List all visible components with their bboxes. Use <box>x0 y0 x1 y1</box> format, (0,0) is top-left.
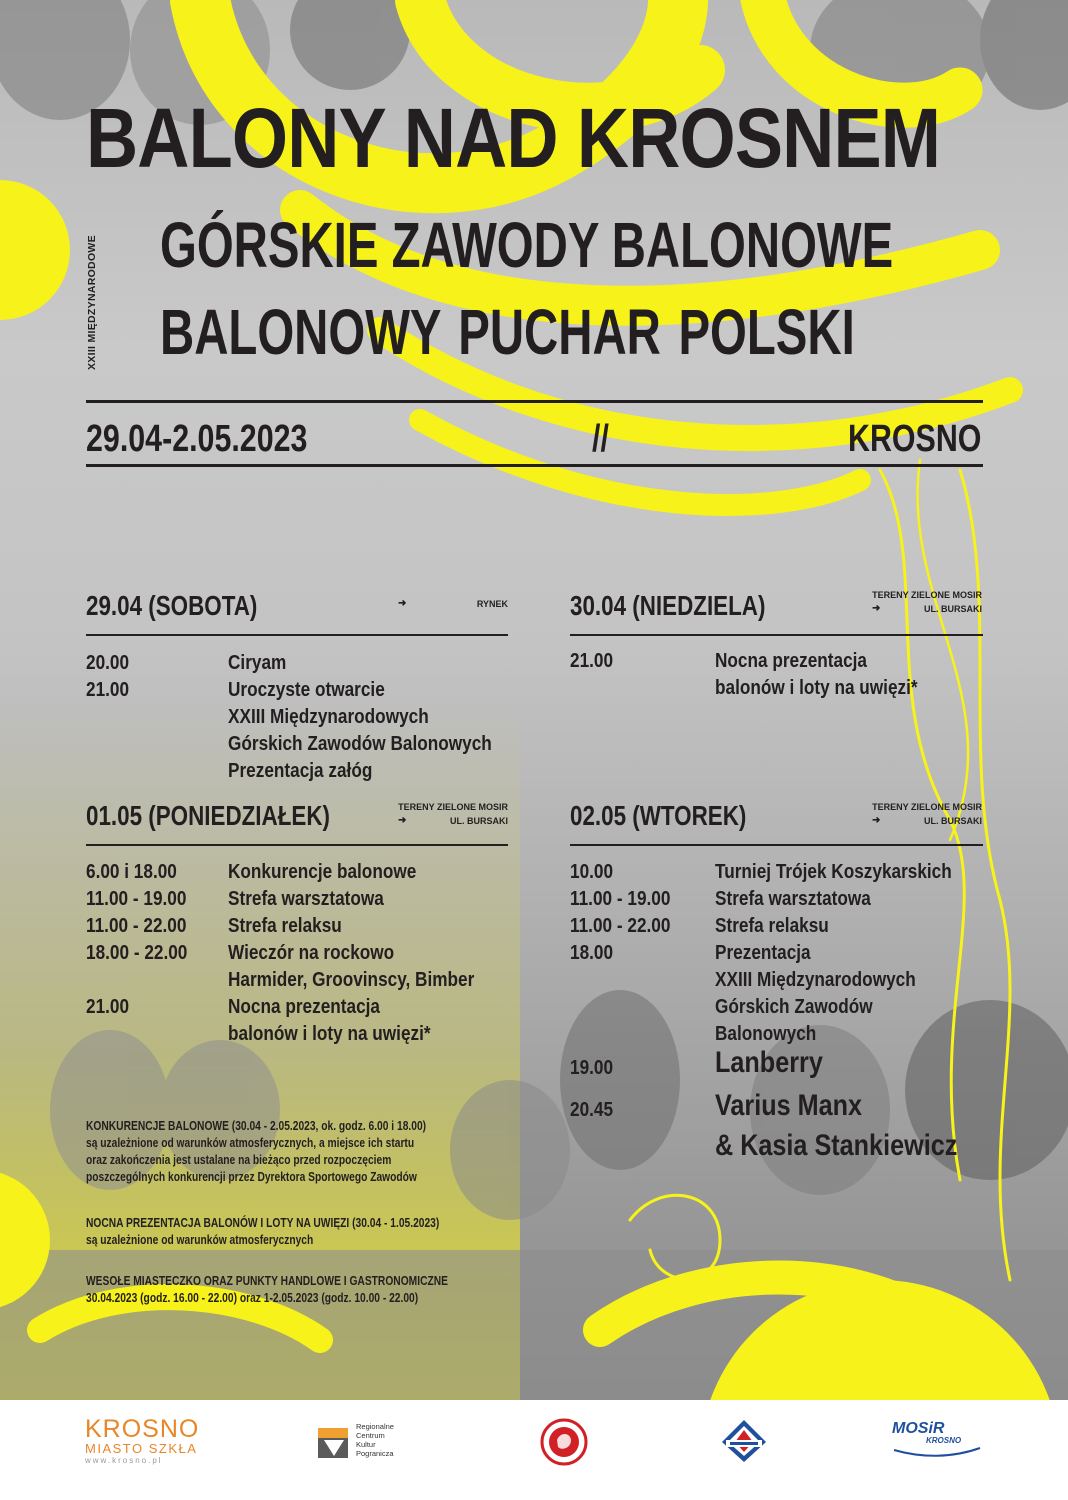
event-text: Turniej Trójek Koszykarskich <box>715 861 952 883</box>
day-heading-wtorek: 02.05 (WTOREK) <box>570 800 747 831</box>
arrow-icon: ➜ <box>398 815 407 826</box>
note-line: 30.04.2023 (godz. 16.00 - 22.00) oraz 1-2.05.2023 (godz. 10.00 - 22.00) <box>86 1291 419 1305</box>
time: 18.00 <box>570 942 614 964</box>
time: 20.45 <box>570 1099 614 1121</box>
krosno-logo[interactable] <box>85 1416 199 1466</box>
krosno-tagline: MIASTO SZKŁA <box>85 1441 198 1456</box>
event-text: Ciryam <box>228 652 287 674</box>
divider-bottom <box>86 464 983 467</box>
arrow-icon: ➜ <box>398 598 407 609</box>
rckp-logo-icon <box>318 1428 348 1458</box>
event-text: Górskich Zawodów Balonowych <box>228 733 492 755</box>
time: 11.00 - 19.00 <box>86 888 187 910</box>
venue-line-2: UL. BURSAKI <box>924 816 982 826</box>
event-text: Harmider, Groovinscy, Bimber <box>228 969 475 991</box>
event-text: Strefa relaksu <box>715 915 829 937</box>
event-text: balonów i loty na uwięzi* <box>715 677 918 699</box>
divider-top <box>86 400 983 403</box>
event-text: Nocna prezentacja <box>715 650 867 672</box>
arrow-icon: ➜ <box>872 815 881 826</box>
divider <box>570 634 983 636</box>
venue-line-1: TERENY ZIELONE MOSIR <box>398 802 508 812</box>
event-text: Strefa warsztatowa <box>228 888 384 910</box>
venue-line-1: TERENY ZIELONE MOSIR <box>872 802 982 812</box>
event-text: XXIII Międzynarodowych <box>228 706 429 728</box>
mosir-logo[interactable] <box>892 1420 982 1463</box>
note-line: WESOŁE MIASTECZKO ORAZ PUNKTY HANDLOWE I GASTRONOMICZNE <box>86 1274 448 1288</box>
event-text: Strefa warsztatowa <box>715 888 871 910</box>
divider <box>86 844 508 846</box>
krosno-logo-text: KROSNO <box>85 1415 200 1443</box>
time: 18.00 - 22.00 <box>86 942 188 964</box>
event-text: Wieczór na rockowo <box>228 942 395 964</box>
emblem-icon <box>540 1418 588 1466</box>
time: 11.00 - 22.00 <box>86 915 187 937</box>
note-line: poszczególnych konkurencji przez Dyrektora Sportowego Zawodów <box>86 1170 417 1184</box>
note-line: KONKURENCJE BALONOWE (30.04 - 2.05.2023, ok. godz. 6.00 i 18.00) <box>86 1119 427 1133</box>
venue-line-2: UL. BURSAKI <box>924 604 982 614</box>
partner-footer <box>0 1400 1068 1500</box>
event-text: Balonowych <box>715 1023 817 1045</box>
divider <box>570 844 983 846</box>
time: 21.00 <box>86 996 130 1018</box>
event-text: Prezentacja załóg <box>228 760 373 782</box>
aeroclub-logo[interactable] <box>720 1418 768 1469</box>
subtitle-2: BALONOWY PUCHAR POLSKI <box>160 296 855 368</box>
concert-artist: Lanberry <box>715 1046 823 1079</box>
concert-artist: Varius Manx <box>715 1089 863 1122</box>
time: 20.00 <box>86 652 130 674</box>
event-text: Konkurencje balonowe <box>228 861 417 883</box>
time: 21.00 <box>86 679 130 701</box>
rckp-line: Kultur <box>356 1440 376 1449</box>
time: 11.00 - 19.00 <box>570 888 671 910</box>
time: 21.00 <box>570 650 614 672</box>
event-text: Strefa relaksu <box>228 915 342 937</box>
time: 6.00 i 18.00 <box>86 861 177 883</box>
note-line: są uzależnione od warunków atmosferycznych <box>86 1233 314 1247</box>
mosir-sub: KROSNO <box>926 1436 962 1445</box>
mosir-text: MOSiR <box>892 1420 945 1437</box>
event-text: Górskich Zawodów <box>715 996 873 1018</box>
vertical-label: XXIII MIĘDZYNARODOWE <box>86 235 98 370</box>
day-heading-poniedzialek: 01.05 (PONIEDZIAŁEK) <box>86 800 330 831</box>
day-heading-niedziela: 30.04 (NIEDZIELA) <box>570 590 766 621</box>
rckp-line: Pogranicza <box>356 1449 394 1458</box>
event-text: balonów i loty na uwięzi* <box>228 1023 431 1045</box>
day-heading-sobota: 29.04 (SOBOTA) <box>86 590 258 621</box>
concert-artist: & Kasia Stankiewicz <box>715 1129 958 1162</box>
venue-rynek: RYNEK <box>476 599 508 609</box>
event-text: Prezentacja <box>715 942 811 964</box>
event-text: Uroczyste otwarcie <box>228 679 385 701</box>
krosno-url: www.krosno.pl <box>85 1456 163 1465</box>
divider <box>86 634 508 636</box>
event-dates: 29.04-2.05.2023 <box>86 418 308 460</box>
note-line: NOCNA PREZENTACJA BALONÓW I LOTY NA UWIĘZI (30.04 - 1.05.2023) <box>86 1216 440 1230</box>
mosir-swoosh-icon <box>892 1446 982 1458</box>
venue-line-2: UL. BURSAKI <box>450 816 508 826</box>
time: 19.00 <box>570 1057 614 1079</box>
event-city: KROSNO <box>848 418 982 460</box>
separator: // <box>592 418 609 460</box>
event-text: XXIII Międzynarodowych <box>715 969 916 991</box>
subtitle-1: GÓRSKIE ZAWODY BALONOWE <box>160 209 894 281</box>
krosno-emblem-logo[interactable] <box>540 1418 588 1471</box>
aeroclub-icon <box>720 1418 768 1464</box>
note-line: oraz zakończenia jest ustalane na bieżąco przed rozpoczęciem <box>86 1153 392 1167</box>
rckp-line: Regionalne <box>356 1422 394 1431</box>
venue-line-1: TERENY ZIELONE MOSIR <box>872 590 982 600</box>
rckp-line: Centrum <box>356 1431 385 1440</box>
time: 11.00 - 22.00 <box>570 915 671 937</box>
time: 10.00 <box>570 861 614 883</box>
arrow-icon: ➜ <box>872 603 881 614</box>
note-line: są uzależnione od warunków atmosferycznych, a miejsce ich startu <box>86 1136 415 1150</box>
main-title: BALONY NAD KROSNEM <box>86 91 941 185</box>
event-text: Nocna prezentacja <box>228 996 380 1018</box>
